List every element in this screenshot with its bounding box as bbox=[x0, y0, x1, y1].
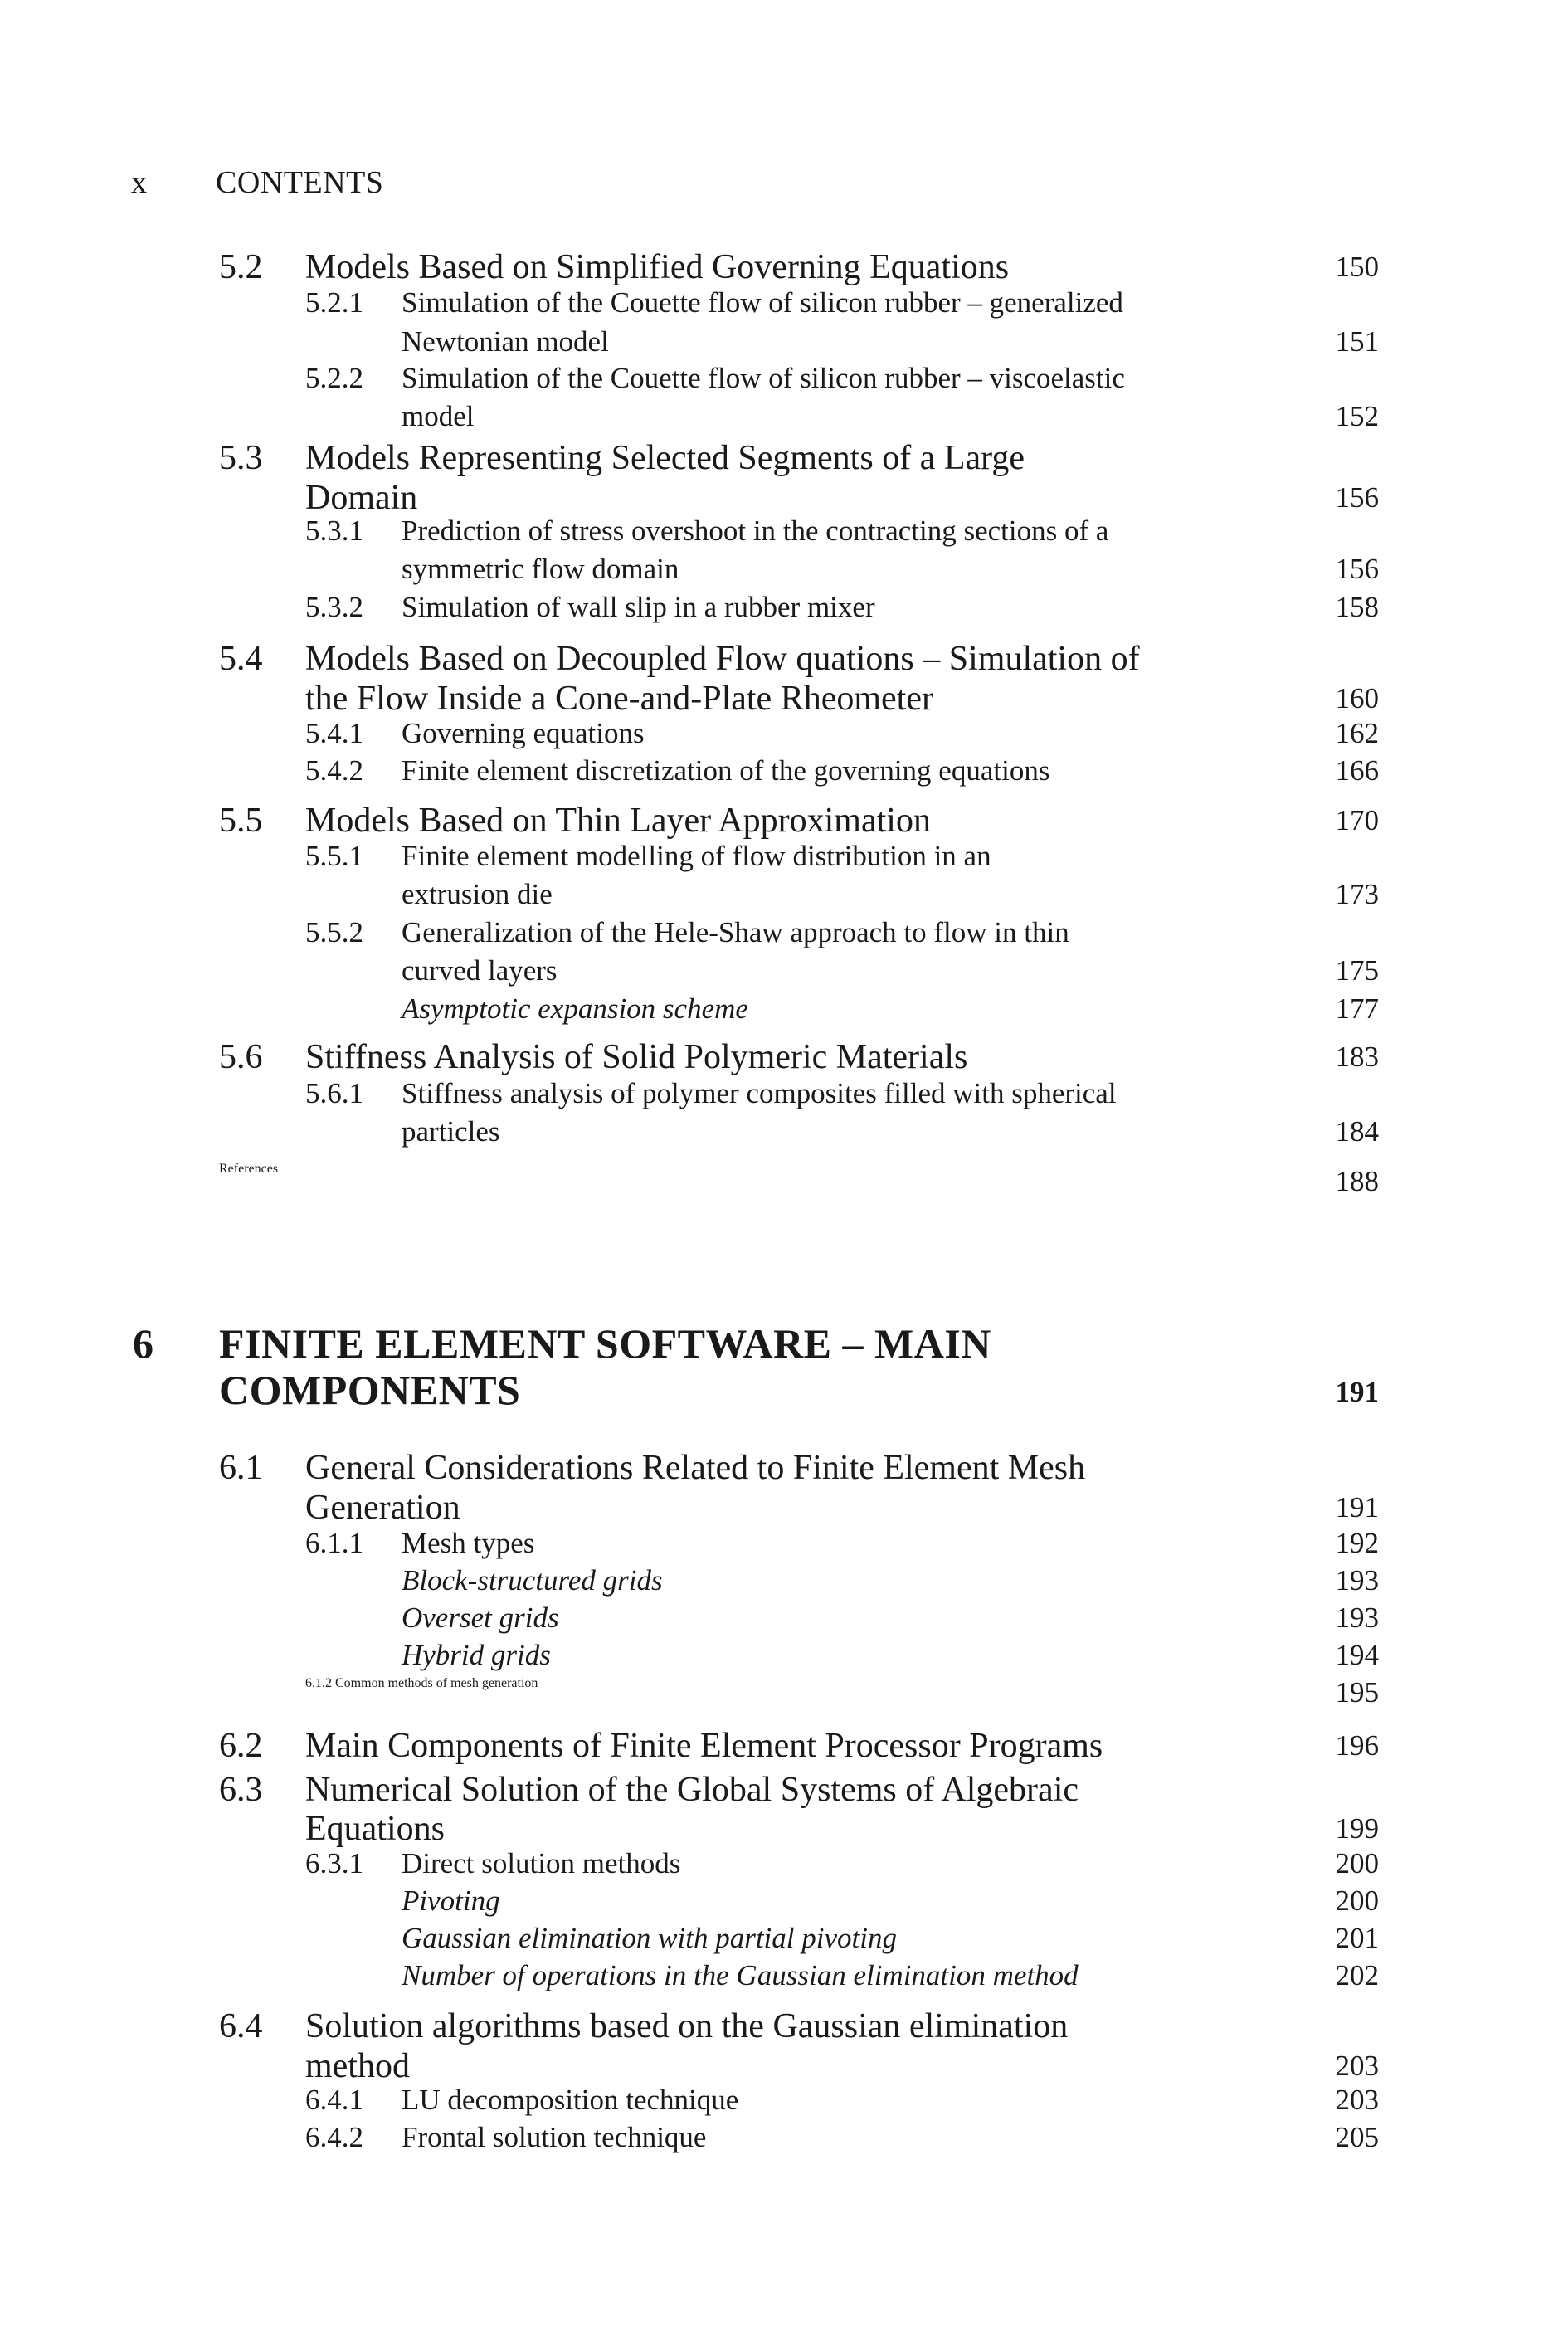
entry-title-line: particles bbox=[402, 1115, 500, 1148]
entry-title-line: Finite element discretization of the governing equations bbox=[402, 754, 1050, 787]
entry-page-number: 151 bbox=[1335, 325, 1379, 358]
entry-title-line: method bbox=[305, 2047, 410, 2085]
entry-page-number: 191 bbox=[1335, 1491, 1379, 1523]
entry-title-line: Generalization of the Hele-Shaw approach to flow in thin bbox=[402, 916, 1069, 948]
entry-page-number: 177 bbox=[1335, 992, 1379, 1025]
entry-number: 6.1.1 bbox=[305, 1527, 363, 1559]
entry-page-number: 191 bbox=[1335, 1376, 1379, 1408]
entry-number: 6 bbox=[133, 1320, 153, 1367]
entry-title-line: Numerical Solution of the Global Systems of Algebraic bbox=[305, 1771, 1079, 1809]
entry-page-number: 152 bbox=[1335, 400, 1379, 432]
entry-title-line: extrusion die bbox=[402, 878, 553, 910]
entry-title-line: Mesh types bbox=[402, 1527, 535, 1559]
entry-number: 6.4 bbox=[219, 2007, 263, 2045]
entry-title-line: Overset grids bbox=[402, 1601, 559, 1634]
entry-title-line: Domain bbox=[305, 479, 418, 517]
entry-title-line: General Considerations Related to Finite Element Mesh bbox=[305, 1449, 1086, 1487]
entry-title-line: Models Based on Simplified Governing Equations bbox=[305, 248, 1010, 286]
entry-title-line: References bbox=[219, 1162, 279, 1176]
entry-page-number: 156 bbox=[1335, 553, 1379, 585]
entry-page-number: 196 bbox=[1335, 1729, 1379, 1762]
entry-page-number: 175 bbox=[1335, 954, 1379, 987]
entry-title-line: Gaussian elimination with partial pivoting bbox=[402, 1922, 897, 1954]
entry-number: 5.4.2 bbox=[305, 754, 363, 787]
entry-page-number: 200 bbox=[1335, 1884, 1379, 1917]
entry-number: 5.2.2 bbox=[305, 362, 363, 394]
entry-page-number: 203 bbox=[1335, 2050, 1379, 2082]
entry-title-line: COMPONENTS bbox=[219, 1367, 521, 1413]
entry-page-number: 188 bbox=[1335, 1165, 1379, 1197]
entry-page-number: 200 bbox=[1335, 1847, 1379, 1879]
entry-number: 6.1 bbox=[219, 1449, 263, 1487]
entry-title-line: Frontal solution technique bbox=[402, 2121, 707, 2153]
entry-number: 5.5.1 bbox=[305, 840, 363, 872]
entry-title-line: Direct solution methods bbox=[402, 1847, 681, 1879]
entry-title-line: curved layers bbox=[402, 954, 558, 987]
entry-title-line: Solution algorithms based on the Gaussian elimination bbox=[305, 2007, 1069, 2045]
entry-page-number: 160 bbox=[1335, 682, 1379, 714]
entry-page-number: 193 bbox=[1335, 1564, 1379, 1597]
entry-page-number: 162 bbox=[1335, 717, 1379, 749]
entry-page-number: 195 bbox=[1335, 1676, 1379, 1709]
entry-title-line: FINITE ELEMENT SOFTWARE – MAIN bbox=[219, 1320, 991, 1367]
entry-title-line: 6.1.2 Common methods of mesh generation bbox=[305, 1676, 538, 1690]
entry-number: 5.4 bbox=[219, 640, 263, 678]
entry-page-number: 193 bbox=[1335, 1601, 1379, 1634]
entry-number: 5.3.2 bbox=[305, 591, 363, 623]
entry-number: 5.5 bbox=[219, 802, 263, 840]
entry-title-line: Hybrid grids bbox=[402, 1639, 551, 1671]
entry-number: 6.2 bbox=[219, 1727, 263, 1765]
entry-number: 6.3 bbox=[219, 1771, 263, 1809]
entry-number: 6.4.1 bbox=[305, 2084, 363, 2116]
entry-number: 5.4.1 bbox=[305, 717, 363, 749]
entry-number: 6.4.2 bbox=[305, 2121, 363, 2153]
entry-title-line: Main Components of Finite Element Processor Programs bbox=[305, 1727, 1103, 1765]
entry-page-number: 205 bbox=[1335, 2121, 1379, 2153]
entry-title-line: Models Representing Selected Segments of a Large bbox=[305, 439, 1025, 477]
entry-number: 5.3.1 bbox=[305, 514, 363, 547]
entry-title-line: Stiffness Analysis of Solid Polymeric Materials bbox=[305, 1038, 968, 1076]
entry-page-number: 184 bbox=[1335, 1115, 1379, 1148]
entry-page-number: 199 bbox=[1335, 1812, 1379, 1845]
entry-number: 5.2.1 bbox=[305, 286, 363, 319]
entry-title-line: Number of operations in the Gaussian elimination method bbox=[402, 1959, 1079, 1991]
entry-title-line: Simulation of the Couette flow of silicon rubber – generalized bbox=[402, 286, 1123, 319]
entry-title-line: LU decomposition technique bbox=[402, 2084, 739, 2116]
entry-title-line: Simulation of the Couette flow of silicon rubber – viscoelastic bbox=[402, 362, 1125, 394]
entry-title-line: Newtonian model bbox=[402, 325, 609, 358]
entry-title-line: the Flow Inside a Cone-and-Plate Rheometer bbox=[305, 680, 933, 718]
entry-title-line: Pivoting bbox=[402, 1884, 500, 1917]
entry-number: 5.2 bbox=[219, 248, 263, 286]
entry-page-number: 203 bbox=[1335, 2084, 1379, 2116]
entry-title-line: Asymptotic expansion scheme bbox=[402, 992, 748, 1025]
entry-page-number: 170 bbox=[1335, 804, 1379, 836]
entry-number: 6.3.1 bbox=[305, 1847, 363, 1879]
entry-title-line: Models Based on Decoupled Flow quations – Simulation of bbox=[305, 640, 1140, 678]
entry-page-number: 183 bbox=[1335, 1041, 1379, 1073]
entry-page-number: 166 bbox=[1335, 754, 1379, 787]
entry-title-line: Generation bbox=[305, 1489, 460, 1527]
entry-title-line: Block-structured grids bbox=[402, 1564, 663, 1597]
entry-title-line: Simulation of wall slip in a rubber mixer bbox=[402, 591, 875, 623]
entry-number: 5.5.2 bbox=[305, 916, 363, 948]
page-number: x bbox=[131, 165, 147, 200]
entry-page-number: 156 bbox=[1335, 481, 1379, 514]
entry-page-number: 158 bbox=[1335, 591, 1379, 623]
entry-title-line: Stiffness analysis of polymer composites filled with spherical bbox=[402, 1077, 1117, 1109]
entry-title-line: Finite element modelling of flow distribution in an bbox=[402, 840, 991, 872]
entry-page-number: 192 bbox=[1335, 1527, 1379, 1559]
entry-number: 5.6 bbox=[219, 1038, 263, 1076]
entry-number: 5.3 bbox=[219, 439, 263, 477]
entry-title-line: symmetric flow domain bbox=[402, 553, 679, 585]
header-title: CONTENTS bbox=[216, 165, 384, 200]
entry-title-line: Governing equations bbox=[402, 717, 645, 749]
entry-page-number: 194 bbox=[1335, 1639, 1379, 1671]
entry-page-number: 150 bbox=[1335, 251, 1379, 283]
entry-title-line: model bbox=[402, 400, 475, 432]
entry-title-line: Models Based on Thin Layer Approximation bbox=[305, 802, 931, 840]
entry-page-number: 201 bbox=[1335, 1922, 1379, 1954]
entry-number: 5.6.1 bbox=[305, 1077, 363, 1109]
entry-page-number: 173 bbox=[1335, 878, 1379, 910]
entry-title-line: Equations bbox=[305, 1810, 445, 1848]
entry-page-number: 202 bbox=[1335, 1959, 1379, 1991]
entry-title-line: Prediction of stress overshoot in the contracting sections of a bbox=[402, 514, 1109, 547]
